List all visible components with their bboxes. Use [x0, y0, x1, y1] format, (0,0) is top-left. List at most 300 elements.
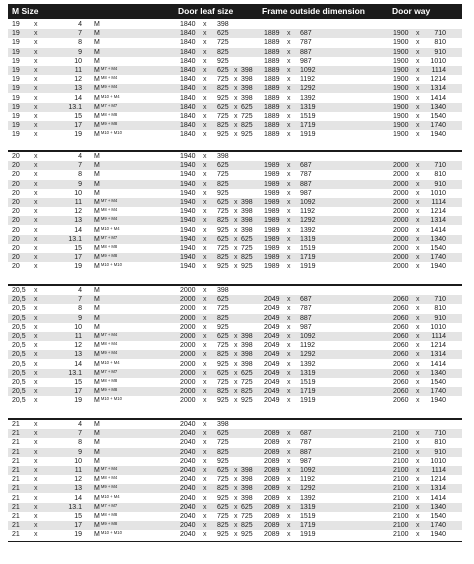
module-combination: M9 + M8 — [100, 121, 118, 127]
door-way-width: 2060 — [393, 379, 409, 386]
door-leaf-height: 725 — [217, 39, 229, 47]
module-combination: M9 + M4 — [100, 484, 118, 490]
door-way-separator: x — [416, 217, 420, 225]
door-leaf-separator: x — [203, 448, 207, 456]
m-size-label: $M^{M8 + M4}$ — [94, 475, 118, 484]
door-way-separator: x — [416, 494, 420, 502]
table-row — [8, 152, 462, 161]
frame-width: 1989 — [264, 235, 280, 243]
frame-height: 987 — [300, 323, 312, 331]
m-size-height: 13 — [74, 217, 82, 225]
m-size-separator: x — [34, 189, 38, 197]
door-way-height: 1214 — [430, 476, 446, 484]
frame-height: 687 — [300, 30, 312, 38]
frame-width: 2049 — [264, 379, 280, 386]
table-row — [8, 323, 462, 332]
m-size-height: 19 — [74, 131, 82, 139]
m-size-label: $M^{M8 + M8}$ — [94, 378, 118, 386]
table-row — [8, 341, 462, 350]
m-size-width: 20 — [12, 235, 20, 243]
door-way-separator: x — [416, 103, 420, 111]
door-way-separator: x — [416, 254, 420, 262]
table-row — [8, 475, 462, 484]
frame-height: 1192 — [300, 476, 316, 484]
table-row — [8, 262, 462, 271]
door-leaf-height: 825 — [217, 448, 229, 456]
m-size-width: 20 — [12, 189, 20, 197]
door-way-width: 2060 — [393, 305, 409, 313]
door-leaf-plus-separator: x — [234, 485, 238, 493]
m-size-height: 13 — [74, 85, 82, 93]
frame-width: 1989 — [264, 245, 280, 252]
door-leaf-separator: x — [203, 467, 207, 474]
frame-separator: x — [287, 217, 291, 225]
door-way-height: 1740 — [430, 254, 446, 262]
m-size-label: $M^{M10 + M10}$ — [94, 530, 122, 539]
door-way-separator: x — [416, 94, 420, 102]
door-leaf-separator: x — [203, 360, 207, 368]
door-leaf-height: 625 — [217, 430, 229, 438]
door-leaf-width: 2040 — [180, 448, 196, 456]
door-way-width: 2000 — [393, 254, 409, 262]
door-leaf-height: 925 — [217, 94, 229, 102]
door-leaf-separator: x — [203, 199, 207, 206]
m-size-height: 13 — [74, 351, 82, 359]
door-leaf-separator: x — [203, 287, 207, 294]
frame-width: 2049 — [264, 333, 280, 340]
m-size-label: M — [94, 171, 100, 179]
frame-height: 1392 — [300, 226, 316, 234]
door-leaf-height: 825 — [217, 522, 229, 530]
door-leaf-separator: x — [203, 235, 207, 243]
table-row — [8, 350, 462, 359]
frame-separator: x — [287, 235, 291, 243]
table-row — [8, 75, 462, 84]
m-size-label: $M^{M7 + M7}$ — [94, 368, 118, 377]
frame-separator: x — [287, 513, 291, 520]
door-way-separator: x — [416, 323, 420, 331]
door-leaf-separator: x — [203, 21, 207, 28]
m-size-separator: x — [34, 21, 38, 28]
m-size-width: 20,5 — [12, 314, 26, 322]
door-way-width: 2060 — [393, 333, 409, 340]
m-size-width: 20,5 — [12, 296, 26, 304]
door-way-width: 2000 — [393, 162, 409, 170]
door-leaf-separator: x — [203, 122, 207, 130]
frame-height: 787 — [300, 39, 312, 47]
door-leaf-height: 625 — [217, 296, 229, 304]
frame-height: 987 — [300, 457, 312, 465]
m-size-separator: x — [34, 485, 38, 493]
frame-width: 1889 — [264, 39, 280, 47]
m-size-separator: x — [34, 513, 38, 520]
door-leaf-width: 2040 — [180, 421, 196, 428]
m-size-label: $M^{M7 + M7}$ — [94, 102, 118, 111]
frame-height: 1292 — [300, 85, 316, 93]
door-way-width: 1900 — [393, 57, 409, 65]
door-leaf-separator: x — [203, 208, 207, 216]
m-size-separator: x — [34, 94, 38, 102]
door-leaf-separator: x — [203, 513, 207, 520]
m-size-separator: x — [34, 57, 38, 65]
door-way-separator: x — [416, 235, 420, 243]
door-way-height: 1340 — [430, 369, 446, 377]
table-row — [8, 521, 462, 530]
door-way-width: 1900 — [393, 131, 409, 139]
door-way-height: 1340 — [430, 235, 446, 243]
module-combination: M9 + M4 — [100, 216, 118, 222]
door-leaf-second-height: 398 — [241, 494, 253, 502]
door-way-width: 2100 — [393, 522, 409, 530]
door-way-separator: x — [416, 522, 420, 530]
door-leaf-height: 825 — [217, 48, 229, 56]
m-size-height: 19 — [74, 397, 82, 405]
m-size-height: 9 — [78, 180, 82, 188]
door-way-height: 1114 — [431, 333, 446, 340]
door-leaf-second-height: 625 — [241, 503, 253, 511]
m-size-width: 21 — [12, 439, 20, 447]
m-size-height: 7 — [78, 430, 82, 438]
m-size-width: 21 — [12, 430, 20, 438]
door-leaf-second-height: 398 — [241, 85, 253, 93]
table-row — [8, 396, 462, 405]
door-leaf-plus-separator: x — [234, 235, 238, 243]
door-way-width: 1900 — [393, 103, 409, 111]
door-leaf-width: 1840 — [180, 67, 196, 74]
door-way-separator: x — [416, 208, 420, 216]
m-size-width: 20,5 — [12, 342, 26, 350]
door-way-height: 910 — [434, 48, 446, 56]
frame-height: 1092 — [300, 333, 316, 340]
frame-separator: x — [287, 245, 291, 252]
table-row — [8, 189, 462, 198]
door-way-width: 1900 — [393, 113, 409, 120]
door-leaf-second-height: 625 — [241, 235, 253, 243]
door-way-separator: x — [416, 457, 420, 465]
frame-separator: x — [287, 30, 291, 38]
frame-height: 1092 — [300, 467, 316, 474]
door-leaf-second-height: 825 — [241, 254, 253, 262]
door-leaf-second-height: 625 — [241, 103, 253, 111]
frame-width: 2089 — [264, 430, 280, 438]
m-size-label: M — [94, 314, 100, 322]
m-size-separator: x — [34, 439, 38, 447]
module-combination: M8 + M4 — [100, 75, 118, 81]
door-way-height: 1740 — [430, 122, 446, 130]
door-way-width: 2060 — [393, 323, 409, 331]
m-size-separator: x — [34, 48, 38, 56]
frame-height: 1319 — [300, 503, 316, 511]
door-leaf-width: 1940 — [180, 208, 196, 216]
door-way-height: 1414 — [430, 494, 446, 502]
frame-separator: x — [287, 476, 291, 484]
door-leaf-separator: x — [203, 162, 207, 170]
m-size-height: 19 — [74, 531, 82, 539]
m-size-separator: x — [34, 287, 38, 294]
door-leaf-plus-separator: x — [234, 76, 238, 84]
m-size-separator: x — [34, 522, 38, 530]
door-way-height: 810 — [434, 39, 446, 47]
m-size-height: 17 — [74, 122, 82, 130]
door-way-width: 2000 — [393, 180, 409, 188]
m-size-width: 21 — [12, 513, 20, 520]
door-way-height: 1940 — [430, 531, 446, 539]
door-leaf-width: 2040 — [180, 522, 196, 530]
door-leaf-width: 2000 — [180, 323, 196, 331]
door-way-height: 1214 — [430, 76, 446, 84]
door-leaf-second-height: 925 — [241, 263, 253, 271]
door-way-width: 1900 — [393, 122, 409, 130]
door-way-separator: x — [416, 342, 420, 350]
door-leaf-height: 625 — [217, 235, 229, 243]
m-size-label: $M^{M7 + M4}$ — [94, 198, 118, 206]
door-leaf-separator: x — [203, 57, 207, 65]
door-leaf-plus-separator: x — [234, 388, 238, 396]
frame-separator: x — [287, 85, 291, 93]
m-size-height: 12 — [74, 342, 82, 350]
m-size-height: 4 — [78, 287, 82, 294]
door-leaf-height: 725 — [217, 513, 229, 520]
frame-height: 1519 — [300, 379, 316, 386]
frame-separator: x — [287, 360, 291, 368]
m-size-separator: x — [34, 323, 38, 331]
table-row — [8, 448, 462, 457]
frame-separator: x — [287, 76, 291, 84]
m-size-separator: x — [34, 421, 38, 428]
door-leaf-width: 2000 — [180, 342, 196, 350]
frame-height: 1292 — [300, 351, 316, 359]
m-size-separator: x — [34, 254, 38, 262]
door-leaf-height: 725 — [217, 113, 229, 120]
m-size-height: 4 — [78, 421, 82, 428]
door-way-width: 2000 — [393, 226, 409, 234]
frame-separator: x — [287, 342, 291, 350]
frame-width: 1889 — [264, 94, 280, 102]
m-size-width: 20,5 — [12, 287, 26, 294]
frame-height: 887 — [300, 448, 312, 456]
door-leaf-separator: x — [203, 226, 207, 234]
door-leaf-height: 925 — [217, 57, 229, 65]
door-leaf-width: 1940 — [180, 162, 196, 170]
door-leaf-separator: x — [203, 351, 207, 359]
door-leaf-width: 2000 — [180, 379, 196, 386]
m-size-width: 19 — [12, 122, 20, 130]
door-leaf-plus-separator: x — [234, 333, 238, 340]
door-way-separator: x — [416, 67, 420, 74]
module-combination: M10 + M4 — [100, 225, 120, 231]
m-size-width: 21 — [12, 467, 20, 474]
table-row — [8, 207, 462, 216]
frame-height: 1919 — [300, 531, 316, 539]
table-row — [8, 438, 462, 447]
frame-width: 2049 — [264, 342, 280, 350]
door-leaf-second-height: 398 — [241, 351, 253, 359]
door-leaf-plus-separator: x — [234, 494, 238, 502]
frame-width: 2089 — [264, 513, 280, 520]
door-leaf-width: 2000 — [180, 388, 196, 396]
door-leaf-separator: x — [203, 189, 207, 197]
frame-width: 2049 — [264, 369, 280, 377]
door-leaf-height: 398 — [217, 287, 229, 294]
door-leaf-second-height: 725 — [241, 513, 253, 520]
m-size-separator: x — [34, 467, 38, 474]
door-way-width: 2000 — [393, 208, 409, 216]
table-row — [8, 314, 462, 323]
m-size-separator: x — [34, 180, 38, 188]
m-size-label: M — [94, 162, 100, 170]
m-size-label: M — [94, 287, 100, 294]
m-size-height: 11 — [74, 333, 82, 340]
m-size-label: M — [94, 39, 100, 47]
door-leaf-width: 1940 — [180, 263, 196, 271]
m-size-width: 20,5 — [12, 379, 26, 386]
frame-width: 2089 — [264, 531, 280, 539]
frame-separator: x — [287, 208, 291, 216]
frame-height: 1519 — [300, 513, 316, 520]
table-row — [8, 494, 462, 503]
door-leaf-width: 2040 — [180, 467, 196, 474]
frame-height: 687 — [300, 430, 312, 438]
door-leaf-width: 1840 — [180, 30, 196, 38]
door-leaf-height: 725 — [217, 208, 229, 216]
door-leaf-width: 1840 — [180, 94, 196, 102]
door-leaf-second-height: 925 — [241, 531, 253, 539]
m-size-label: $M^{M7 + M4}$ — [94, 466, 118, 474]
frame-separator: x — [287, 103, 291, 111]
door-way-height: 1114 — [431, 199, 446, 206]
m-size-separator: x — [34, 131, 38, 139]
door-leaf-plus-separator: x — [234, 522, 238, 530]
door-leaf-plus-separator: x — [234, 513, 238, 520]
m-size-separator: x — [34, 162, 38, 170]
door-leaf-separator: x — [203, 379, 207, 386]
door-way-width: 1900 — [393, 76, 409, 84]
door-leaf-width: 2040 — [180, 485, 196, 493]
door-leaf-separator: x — [203, 76, 207, 84]
door-way-width: 2000 — [393, 235, 409, 243]
door-leaf-plus-separator: x — [234, 113, 238, 120]
door-leaf-second-height: 398 — [241, 208, 253, 216]
door-leaf-height: 625 — [217, 369, 229, 377]
door-leaf-height: 825 — [217, 485, 229, 493]
frame-separator: x — [287, 122, 291, 130]
frame-separator: x — [287, 305, 291, 313]
door-way-height: 1314 — [430, 217, 446, 225]
door-leaf-height: 398 — [217, 421, 229, 428]
frame-separator: x — [287, 263, 291, 271]
door-way-height: 810 — [434, 305, 446, 313]
door-leaf-width: 2000 — [180, 397, 196, 405]
m-size-width: 21 — [12, 448, 20, 456]
m-size-label: $M^{M9 + M4}$ — [94, 350, 118, 359]
frame-width: 2049 — [264, 314, 280, 322]
frame-width: 1989 — [264, 189, 280, 197]
m-size-height: 15 — [74, 245, 82, 252]
door-way-height: 1114 — [431, 67, 446, 74]
module-combination: M8 + M8 — [100, 378, 118, 383]
m-size-separator: x — [34, 430, 38, 438]
frame-separator: x — [287, 494, 291, 502]
door-leaf-separator: x — [203, 153, 207, 160]
door-leaf-plus-separator: x — [234, 379, 238, 386]
door-leaf-second-height: 925 — [241, 397, 253, 405]
door-leaf-second-height: 398 — [241, 333, 253, 340]
m-size-width: 20 — [12, 153, 20, 160]
door-way-separator: x — [416, 76, 420, 84]
m-size-label: M — [94, 57, 100, 65]
module-combination: M8 + M4 — [100, 341, 118, 347]
door-way-width: 2000 — [393, 199, 409, 206]
m-size-separator: x — [34, 494, 38, 502]
frame-separator: x — [287, 351, 291, 359]
frame-separator: x — [287, 457, 291, 465]
m-size-width: 20 — [12, 162, 20, 170]
frame-separator: x — [287, 171, 291, 179]
door-leaf-width: 2040 — [180, 476, 196, 484]
module-combination: M9 + M4 — [100, 84, 118, 90]
frame-height: 687 — [300, 162, 312, 170]
table-row — [8, 304, 462, 313]
door-way-height: 1314 — [430, 485, 446, 493]
m-size-label: M — [94, 457, 100, 465]
m-size-height: 14 — [74, 360, 82, 368]
door-leaf-second-height: 398 — [241, 360, 253, 368]
door-leaf-separator: x — [203, 113, 207, 120]
door-way-height: 810 — [434, 171, 446, 179]
table-header — [8, 4, 462, 19]
m-size-height: 12 — [74, 76, 82, 84]
door-leaf-separator: x — [203, 30, 207, 38]
m-size-height: 17 — [74, 522, 82, 530]
m-size-height: 12 — [74, 208, 82, 216]
door-leaf-second-height: 398 — [241, 67, 253, 74]
door-way-width: 2100 — [393, 448, 409, 456]
frame-height: 1192 — [300, 342, 316, 350]
door-leaf-height: 925 — [217, 360, 229, 368]
m-size-separator: x — [34, 235, 38, 243]
door-leaf-separator: x — [203, 457, 207, 465]
m-size-separator: x — [34, 531, 38, 539]
m-size-width: 20,5 — [12, 351, 26, 359]
m-size-label: $M^{M7 + M4}$ — [94, 66, 118, 74]
door-way-separator: x — [416, 245, 420, 252]
frame-width: 2049 — [264, 296, 280, 304]
m-size-label: M — [94, 189, 100, 197]
door-leaf-height: 925 — [217, 263, 229, 271]
frame-separator: x — [287, 439, 291, 447]
m-size-separator: x — [34, 397, 38, 405]
m-size-label: M — [94, 421, 100, 428]
door-size-table — [8, 0, 462, 560]
m-size-label: $M^{M10 + M4}$ — [94, 225, 120, 234]
table-row — [8, 369, 462, 378]
frame-height: 1919 — [300, 131, 316, 139]
frame-width: 2089 — [264, 522, 280, 530]
m-size-separator: x — [34, 76, 38, 84]
frame-height: 787 — [300, 439, 312, 447]
m-size-height: 17 — [74, 254, 82, 262]
frame-width: 1989 — [264, 226, 280, 234]
m-size-height: 8 — [78, 171, 82, 179]
table-row — [8, 84, 462, 93]
m-size-label: M — [94, 439, 100, 447]
door-leaf-second-height: 398 — [241, 476, 253, 484]
frame-width: 1989 — [264, 263, 280, 271]
door-way-width: 2100 — [393, 531, 409, 539]
table-row — [8, 530, 462, 539]
door-way-width: 2100 — [393, 485, 409, 493]
frame-separator: x — [287, 448, 291, 456]
